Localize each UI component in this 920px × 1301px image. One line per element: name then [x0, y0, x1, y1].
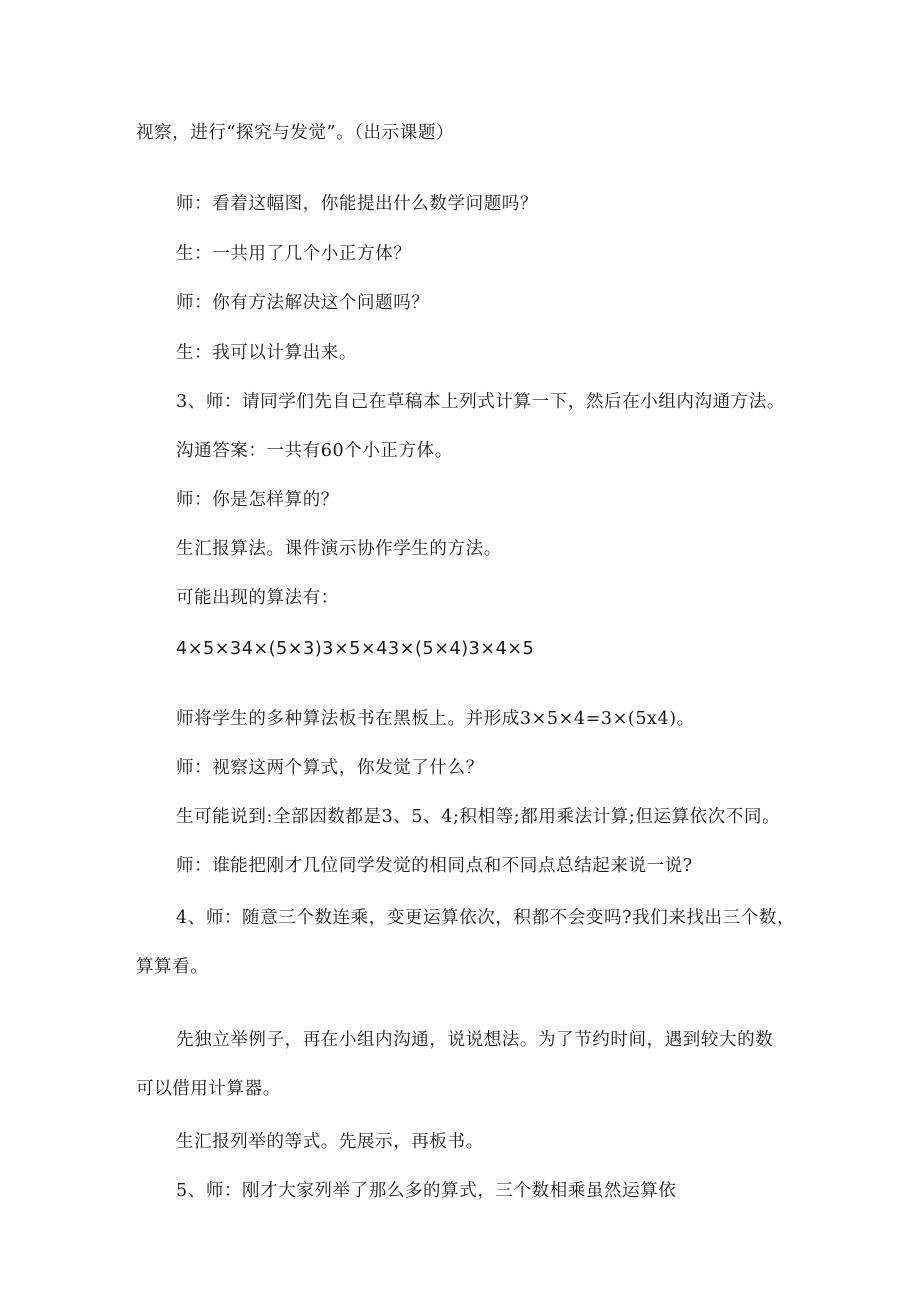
dialogue-line: 师：你是怎样算的？: [176, 490, 339, 510]
dialogue-line: 生汇报算法。课件演示协作学生的方法。: [176, 539, 502, 559]
dialogue-line: 师：视察这两个算式，你发觉了什么？: [176, 758, 484, 778]
dialogue-line: 师：看着这幅图，你能提出什么数学问题吗？: [176, 194, 538, 214]
dialogue-line: 3、师：请同学们先自己在草稿本上列式计算一下，然后在小组内沟通方法。: [176, 392, 786, 412]
dialogue-line: 5、师：刚才大家列举了那么多的算式，三个数相乘虽然运算依: [176, 1181, 677, 1201]
dialogue-line: 可能出现的算法有：: [176, 588, 339, 608]
dialogue-line-continuation: 可以借用计算器。: [136, 1079, 281, 1099]
dialogue-line: 4、师：随意三个数连乘，变更运算依次，积都不会变吗?我们来找出三个数，: [176, 908, 796, 928]
paragraph-observe-title: 视察，进行“探究与发觉”。（出示课题）: [136, 123, 455, 143]
dialogue-line: 生：我可以计算出来。: [176, 343, 357, 363]
dialogue-line: 生可能说到:全部因数都是3、5、4;积相等;都用乘法计算;但运算依次不同。: [176, 807, 781, 827]
dialogue-line: 生：一共用了几个小正方体？: [176, 244, 412, 264]
dialogue-line: 师：谁能把刚才几位同学发觉的相同点和不同点总结起来说一说?: [176, 856, 693, 876]
formula-line: 4×5×34×(5×3)3×5×43×(5×4)3×4×5: [176, 639, 535, 659]
dialogue-line: 生汇报列举的等式。先展示，再板书。: [176, 1132, 484, 1152]
dialogue-line: 先独立举例子，再在小组内沟通，说说想法。为了节约时间，遇到较大的数: [176, 1030, 774, 1050]
dialogue-line: 师将学生的多种算法板书在黑板上。并形成3×5×4=3×(5x4)。: [176, 709, 695, 729]
dialogue-line-continuation: 算算看。: [136, 957, 209, 977]
dialogue-line: 沟通答案：一共有60个小正方体。: [176, 441, 453, 461]
dialogue-line: 师：你有方法解决这个问题吗？: [176, 293, 430, 313]
